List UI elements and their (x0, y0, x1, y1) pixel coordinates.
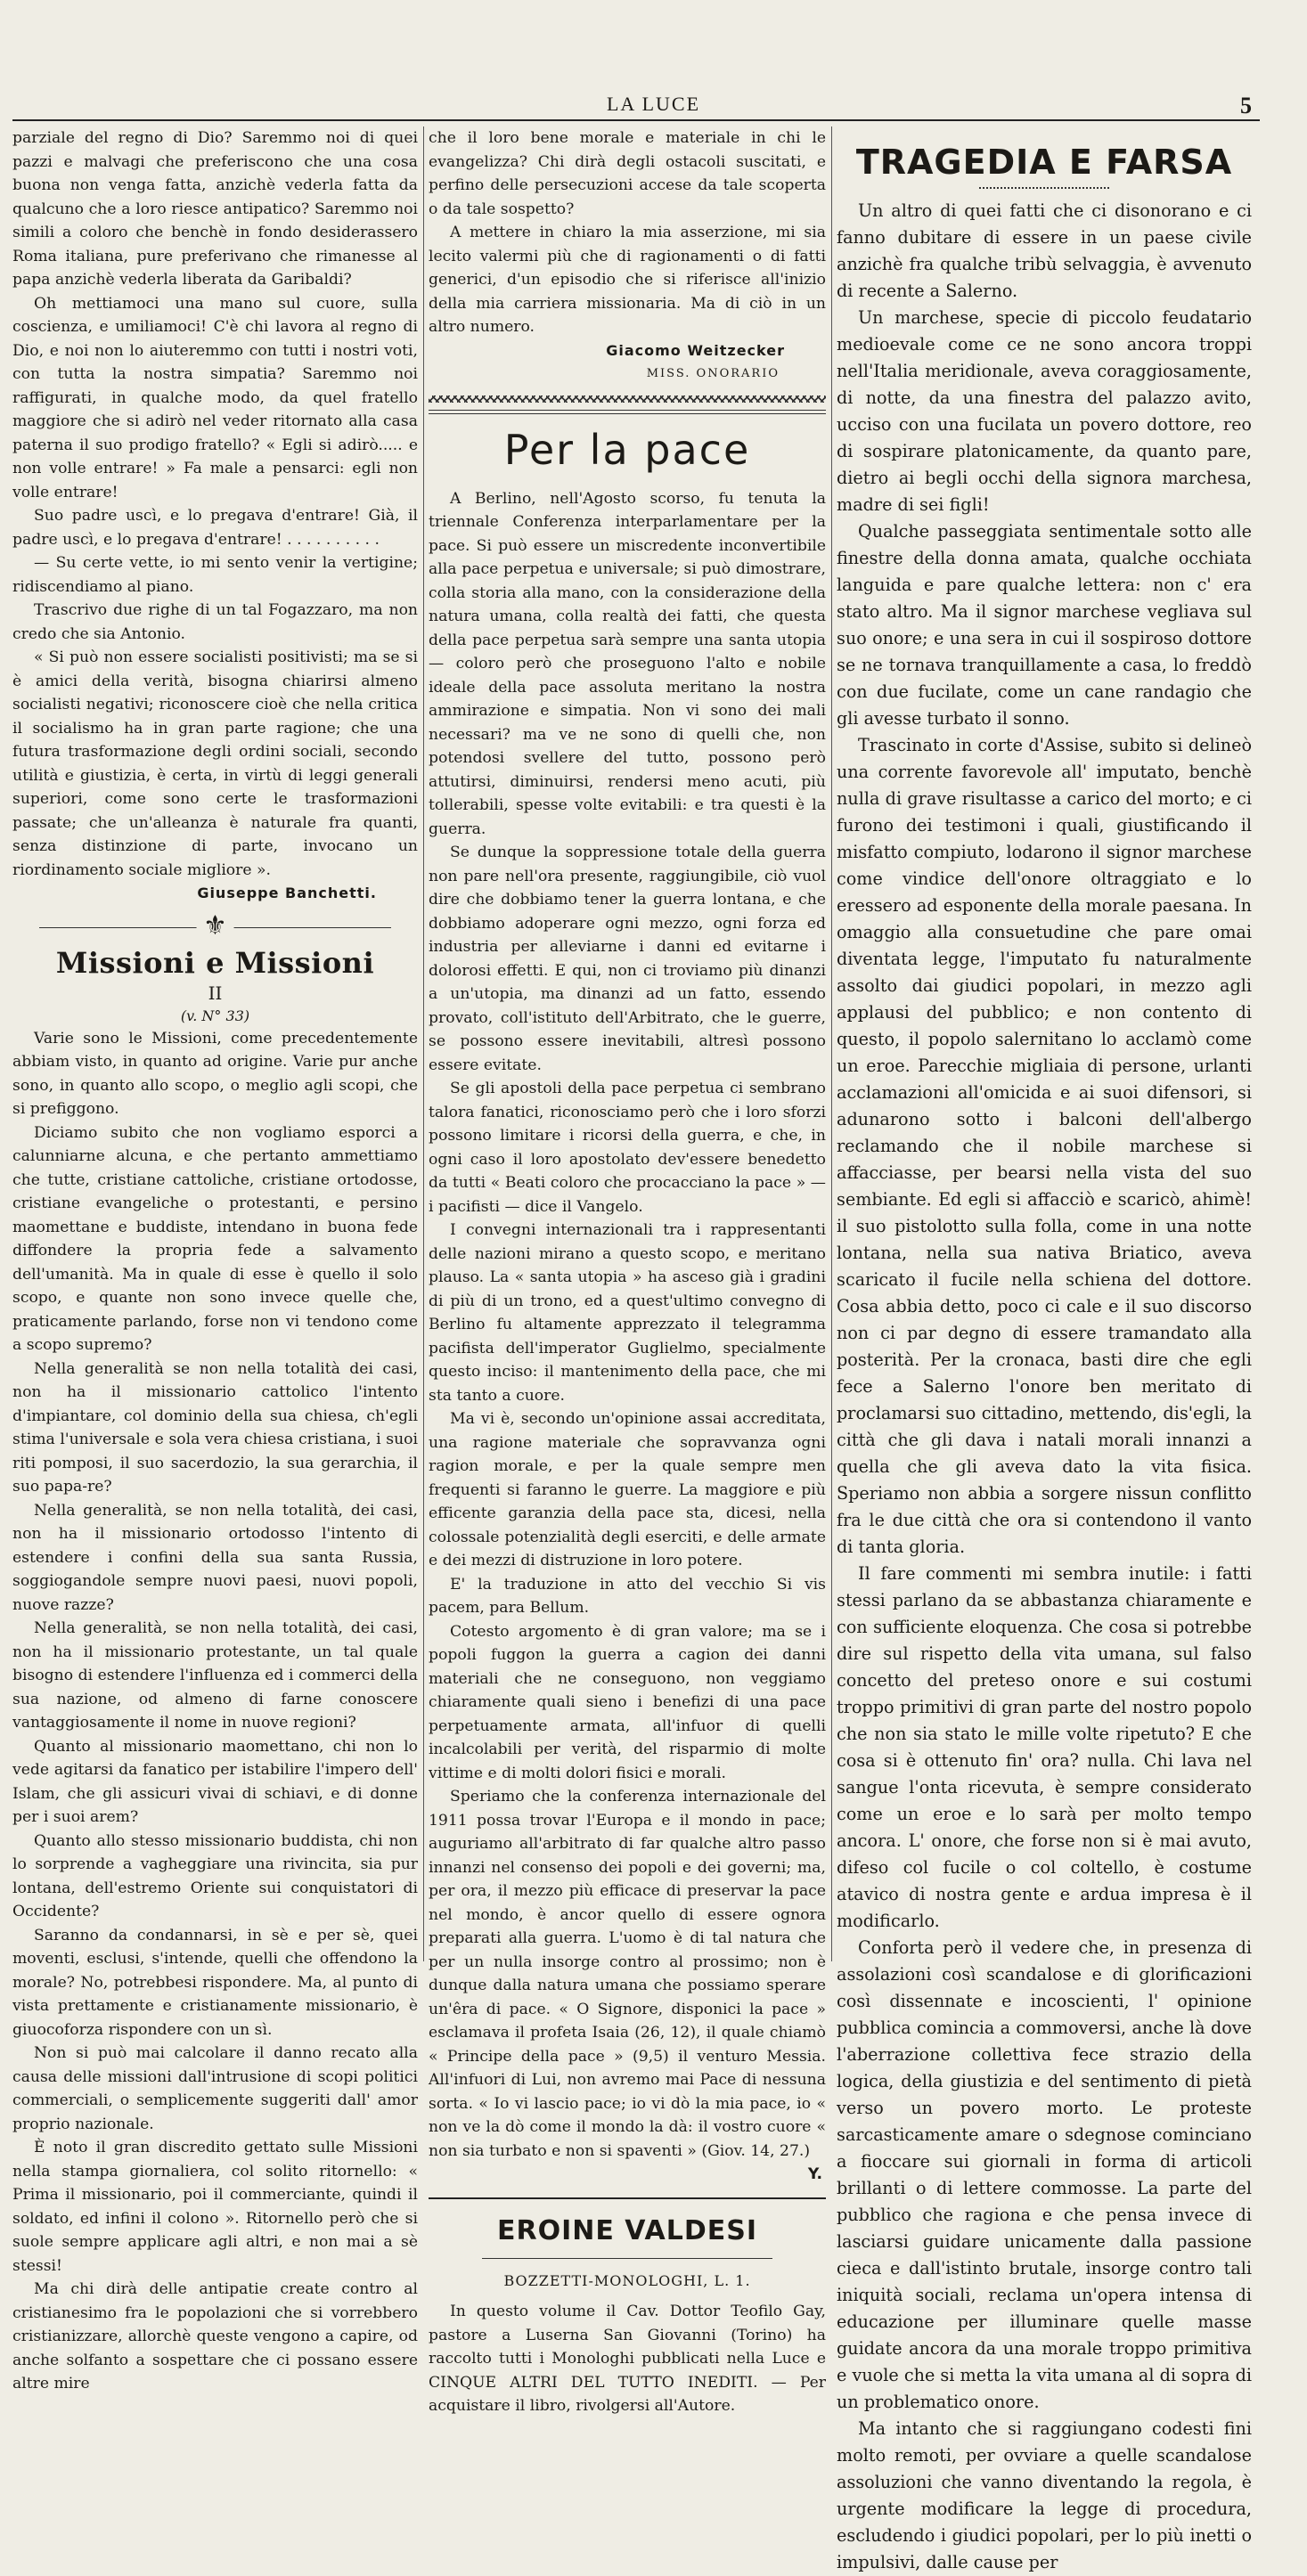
column-right (837, 126, 1252, 2572)
article-paragraph: Se gli apostoli della pace perpetua ci sembrano talora fanatici, riconosciamo però che i loro sforzi possono limitare i ricorsi della guerra, e che, in ogni caso il loro apostolato dev'essere benedetto da tutti « Beati coloro che procacciano la pace » — i pacifisti — dice il Vangelo. (429, 1080, 826, 1216)
fleur-de-lis-icon: ⚜ (196, 911, 234, 942)
section-ornament (12, 911, 418, 943)
article-paragraph: Oh mettiamoci una mano sul cuore, sulla coscienza, e umiliamoci! C'è chi lavora al regno di Dio, e noi non lo aiuteremmo con tutti i nostri voti, con tutta la nostra simpatia? Saremmo noi raffigurati, in qualche modo, da quel fratello maggiore che si adirò nel veder ritornato alla casa paterna il suo prodigo fratello? « Egli si adirò..... e non volle entrare! » Fa male a pensarci: egli non volle entrare! (12, 294, 418, 501)
author-role: MISS. ONORARIO (646, 367, 780, 380)
page-number: 5 (1240, 93, 1252, 118)
article-paragraph: A Berlino, nell'Agosto scorso, fu tenuta la triennale Conferenza interparlamentare per la pace. Si può essere un miscredente inconvertibile alla pace perpetua e universale; si può dimostrare, colla storia alla mano, con la considerazione della natura umana, colla realtà dei fatti, che questa della pace perpetua sarà sempre una santa utopia — coloro però che proseguono l'alto e nobile ideale della pace assoluta meritano la nostra ammirazione e simpatia. Non vi sono dei mali necessari? ma ve ne sono di quelli che, non potendosi svellere del tutto, possono però attutirsi, diminuirsi, rendersi meno acuti, più tollerabili, spesse volte evitabili: e tra questi è la guerra. (429, 489, 826, 838)
article-paragraph: parziale del regno di Dio? Saremmo noi di quei pazzi e malvagi che preferiscono che una cosa buona non venga fatta, anzichè vederla fatta da qualcuno che a loro riesce antipatico? Saremmo noi simili a coloro che benchè in fondo desiderassero Roma italiana, pure preferivano che rimanesse al papa anzichè vederla liberata da Garibaldi? (12, 129, 418, 289)
article-paragraph: Conforta però il vedere che, in presenza di assolazioni così scandalose e di glorificazioni così dissennate e incoscienti, l' opinione pubblica comincia a commoversi, anche là dove l'aberrazione collettiva fece strazio della logica, della giustizia e del sentimento di pietà verso un povero morto. Le proteste sarcasticamente amare o sdegnose cominciano a fioccare sui giornali in forma di articoli brillanti o di lettere commosse. La parte del pubblico che ragiona e che pensa invece di lasciarsi guidare unicamente dalla passione cieca e dall'istinto brutale, insorge contro tali iniquità sociali, reclama un'opera intensa di educazione per illuminare quelle masse guidate ancora da una morale troppo primitiva e vuole che si metta la vita umana al di sopra di un problematico onore. (837, 1937, 1252, 2412)
header-rule (12, 119, 1260, 121)
article-title-pace: Per la pace (503, 425, 751, 474)
article-paragraph: Ma vi è, secondo un'opinione assai accreditata, una ragione materiale che sopravvanza ogni ragion morale, e per la quale sempre men frequenti si faranno le guerre. La maggiore e più efficente garanzia della pace sta, dicesi, nella colossale potenzialità degli eserciti, e delle armate e dei mezzi di distruzione in loro potere. (429, 1410, 826, 1569)
article-paragraph: A mettere in chiaro la mia asserzione, mi sia lecito valermi più che di ragionamenti o di fatti generici, d'un episodio che si riferisce all'inizio della mia carriera missionaria. Ma di ciò in un altro numero. (429, 224, 826, 336)
article-paragraph: Trascinato in corte d'Assise, subito si delineò una corrente favorevole all' imputato, benchè nulla di grave risultasse a carico del morto; e ci furono dei testimoni i quali, giustificando il misfatto compiuto, lodarono il signor marchese come vindice dell'onore oltraggiato e lo eressero ad esponente della morale paesana. In omaggio alla consuetudine che pare omai diventata legge, l'imputato fu naturalmente assolto dai giudici popolari, in mezzo agli applausi del pubblico; e non contento di questo, il popolo salernitano lo acclamò come un eroe. Parecchie migliaia di persone, urlanti acclamazioni all'omicida e ai suoi difensori, si adunarono sotto i balconi dell'albergo reclamando che il nobile marchese si affacciasse, per bearsi nella vista del suo sembiante. Ed egli si affacciò e scaricò, ahimè! il suo pistolotto sulla folla, come in una notte lontana, nella sua nativa Briatico, aveva scaricato il fucile nella schiena del dottore. Cosa abbia detto, poco ci cale e il suo discorso non ci par degno di essere tramandato alla posterità. Per la cronaca, basti dire che egli fece a Salerno l'onore ben meritato di proclamarsi suo cittadino, mettendo, dis'egli, la città che gli dava i natali morali innanzi a quella che gli aveva dato la vita fisica. Speriamo non abbia a sorgere nissun conflitto fra le due città che ora si contendono il vanto di tanta gloria. (837, 735, 1252, 1557)
article-paragraph: che il loro bene morale e materiale in chi le evangelizza? Chi dirà degli ostacoli suscitati, e perfino delle persecuzioni accese da tale scoperta o da tale sospetto? (429, 129, 826, 218)
title-underline (979, 183, 1109, 189)
double-rule-divider (429, 410, 826, 414)
article-title-missioni: Missioni e Missioni (55, 945, 375, 980)
article-paragraph: I convegni internazionali tra i rappresentanti delle nazioni mirano a questo scopo, e meritano plauso. La « santa utopia » ha asceso già i gradini di più di un trono, ed a quest'ultimo convegno di Berlino fu altamente apprezzato il telegramma pacifista dell'imperator Guglielmo, specialmente questo inciso: il mantenimento della pace, che mi sta tanto a cuore. (429, 1221, 826, 1405)
running-title: LA LUCE (606, 93, 701, 115)
article-paragraph: — Su certe vette, io mi sento venir la vertigine; ridiscendiamo al piano. (12, 554, 418, 596)
advertisement-rule (482, 2258, 772, 2259)
article-paragraph: Un marchese, specie di piccolo feudatario medioevale come ce ne sono ancora troppi nell'Italia meridionale, aveva coraggiosamente, di notte, da una finestra del palazzo avito, ucciso con una fucilata un povero dottore, reo di sospirare platonicamente, da quanto pare, dietro ai begli occhi della signora marchesa, madre di sei figli! (837, 307, 1252, 515)
author-signature: Giacomo Weitzecker (606, 341, 785, 359)
article-paragraph: Saranno da condannarsi, in sè e per sè, quei moventi, esclusi, s'intende, quelli che offendono la morale? No, potrebbesi rispondere. Ma, al punto di vista prettamente e cristianamente missionario, è giuocoforza rispondere con un sì. (12, 1926, 418, 2039)
advertisement-subtitle: BOZZETTI-MONOLOGHI, L. 1. (503, 2271, 751, 2289)
article-paragraph: Un altro di quei fatti che ci disonorano e ci fanno dubitare di essere in un paese civile anzichè fra qualche tribù selvaggia, è avvenuto di recente a Salerno. (837, 200, 1252, 301)
article-reference: (v. N° 33) (180, 1007, 250, 1024)
article-paragraph: Varie sono le Missioni, come precedentemente abbiam visto, in quanto ad origine. Varie pur anche sono, in quanto allo scopo, o meglio agli scopi, che si prefiggono. (12, 1029, 418, 1118)
article-paragraph: Speriamo che la conferenza internazionale del 1911 possa trovar l'Europa e il mondo in pace; auguriamo all'arbitrato di far qualche altro passo innanzi nel consenso dei popoli e dei governi; ma, per ora, il mezzo più efficace di preservar la pace nel mondo, è ancor quello di essere ognora preparati alla guerra. L'uomo è di tal natura che per un nulla insorge contro al prossimo; non è dunque dalla natura umana che possiamo sperare un'êra di pace. « O Signore, disponici la pace » esclamava il profeta Isaia (26, 12), il quale chiamò « Principe della pace » (9,5) il venturo Messia. All'infuori di Lui, non avremo mai Pace di nessuna sorta. « Io vi lascio pace; io vi dò la mia pace, io « non ve la dò come il mondo la dà: il vostro cuore « non sia turbato e non si spaventi » (Giov. 14, 27.) (429, 1788, 826, 2160)
column-divider (423, 126, 424, 1961)
article-paragraph: Se dunque la soppressione totale della guerra non pare nell'ora presente, raggiungibile, ciò vuol dire che dobbiamo tener la guerra lontana, e che dobbiamo adoperare ogni mezzo, ogni forza ed industria per alleviarne i danni ed evitarne i dolorosi effetti. E qui, non ci troviamo più dinanzi a un'utopia, ma dinanzi ad un fatto, essendo provato, coll'istituto dell'Arbitrato, che le guerre, se possono essere inevitabili, altresì possono essere evitate. (429, 844, 826, 1074)
article-paragraph: Non si può mai calcolare il danno recato alla causa delle missioni dall'intrusione di scopi politici commerciali, o semplicemente suggeriti dall' amor proprio nazionale. (12, 2044, 418, 2133)
article-paragraph: Quanto al missionario maomettano, chi non lo vede agitarsi da fanatico per istabilire l'impero dell' Islam, che gli assicuri vivai di schiavi, e di donne per i suoi arem? (12, 1737, 418, 1826)
article-paragraph: Il fare commenti mi sembra inutile: i fatti stessi parlano da se abbastanza chiaramente e con sufficiente eloquenza. Che cosa si potrebbe dire sul rispetto della vita umana, sul falso concetto del preteso onore e sui costumi troppo primitivi di gran parte del nostro popolo che non sia stato le mille volte ripetuto? E che cosa si è ottenuto fin' ora? nulla. Chi lava nel sangue l'onta ricevuta, è sempre considerato come un eroe e lo sarà per molto tempo ancora. L' onore, che forse non si è mai avuto, difeso col fucile o col coltello, è costume atavico di nostra gente e ardua impresa è il modificarlo. (837, 1563, 1252, 1931)
author-signature: Y. (807, 2165, 822, 2183)
wavy-divider (429, 395, 826, 408)
advertisement-title: EROINE VALDESI (497, 2214, 757, 2246)
running-head (0, 93, 1307, 119)
article-paragraph: Nella generalità se non nella totalità dei casi, non ha il missionario cattolico l'intento d'impiantare, col dominio della sua chiesa, ch'egli stima l'universale e sola vera chiesa cristiana, i suoi riti pomposi, il suo sacerdozio, la sua gerarchia, il suo papa-re? (12, 1359, 418, 1496)
article-paragraph: « Si può non essere socialisti positivisti; ma se si è amici della verità, bisogna chiarirsi almeno socialisti negativi; riconoscere cioè che nella critica il socialismo ha in gran parte ragione; che una futura trasformazione degli ordini sociali, secondo utilità e giustizia, è certa, in virtù di leggi generali superiori, come sono certe le trasformazioni passate; che un'alleanza è naturale fra quanti, senza distinzione di parte, invocano un riordinamento sociale migliore ». (12, 648, 418, 879)
article-paragraph: Ma intanto che si raggiungano codesti fini molto remoti, per ovviare a quelle scandalose assoluzioni che vanno diventando la regola, è urgente modificare la legge di procedura, escludendo i giudici popolari, per lo più inetti o impulsivi, dalle cause per (837, 2418, 1252, 2572)
article-paragraph: Trascrivo due righe di un tal Fogazzaro, ma non credo che sia Antonio. (12, 601, 418, 643)
column-left (12, 126, 418, 2393)
article-paragraph: Qualche passeggiata sentimentale sotto alle finestre della donna amata, qualche occhiata languida e pare qualche lettera: non c' era stato altro. Ma il signor marchese vegliava sul suo onore; e una sera in cui il sospiroso dottore se ne tornava tranquillamente a casa, lo freddò con due fucilate, come un cane randagio che gli avesse turbato il sonno. (837, 521, 1252, 729)
article-title-tragedia: TRAGEDIA E FARSA (855, 143, 1233, 182)
column-middle (429, 126, 826, 2415)
author-signature: Giuseppe Banchetti. (197, 884, 377, 901)
article-paragraph: Ma chi dirà delle antipatie create contro al cristianesimo fra le popolazioni che si vorrebbero cristianizzare, allorchè queste vengono a capire, od anche solfanto a sospettare che ci possano essere altre mire (12, 2280, 418, 2393)
article-paragraph: Diciamo subito che non vogliamo esporci a calunniarne alcuna, e che pertanto ammettiamo che tutte, cristiane cattoliche, cristiane ortodosse, cristiane evangeliche o protestanti, e persino maomettane e buddiste, intendano in buona fede diffondere la propria fede a salvamento dell'umanità. Ma in quale di esse è quello il solo scopo, e quante non sono invece quelle che, praticamente parlando, forse non vi tendono come a scopo supremo? (12, 1123, 418, 1354)
article-paragraph: È noto il gran discredito gettato sulle Missioni nella stampa giornaliera, col solito ritornello: « Prima il missionario, poi il commerciante, quindi il soldato, ed infini il colono ». Ritornello però che si suole sempre applicare agli altri, e non mai a sè stessi! (12, 2139, 418, 2275)
article-part-number: II (208, 982, 223, 1004)
advertisement-box (429, 2197, 826, 2418)
column-divider (831, 126, 832, 1961)
article-paragraph: Nella generalità, se non nella totalità, dei casi, non ha il missionario ortodosso l'intento di estendere i confini della sua santa Russia, soggiogandole sempre nuovi paesi, nuovi popoli, nuove razze? (12, 1501, 418, 1614)
article-paragraph: Quanto allo stesso missionario buddista, chi non lo sorprende a vagheggiare una rivincita, sia pur lontana, dell'estremo Oriente sui conquistatori di Occidente? (12, 1831, 418, 1920)
article-paragraph: Suo padre uscì, e lo pregava d'entrare! Già, il padre uscì, e lo pregava d'entrare! . . . . . . . . . . (12, 507, 418, 549)
advertisement-text: In questo volume il Cav. Dottor Teofilo Gay, pastore a Luserna San Giovanni (Torino) ha raccolto tutti i Monologhi pubblicati nella Luce e CINQUE ALTRI DEL TUTTO INEDITI. — Per acquistare il libro, rivolgersi all'Autore. (429, 2303, 826, 2415)
article-paragraph: Cotesto argomento è di gran valore; ma se i popoli fuggon la guerra a cagion dei danni materiali che ne conseguono, non veggiamo chiaramente quali sieno i benefizi di una pace perpetuamente armata, all'infuor di quelli incalcolabili per verità, del risparmio di molte vittime e di molti dolori fisici e morali. (429, 1622, 826, 1782)
article-paragraph: E' la traduzione in atto del vecchio Si vis pacem, para Bellum. (429, 1575, 826, 1617)
article-paragraph: Nella generalità, se non nella totalità, dei casi, non ha il missionario protestante, un tal quale bisogno di estendere l'influenza ed i commerci della sua nazione, od almeno di farne conoscere vantaggiosamente il nome in nuove regioni? (12, 1619, 418, 1732)
